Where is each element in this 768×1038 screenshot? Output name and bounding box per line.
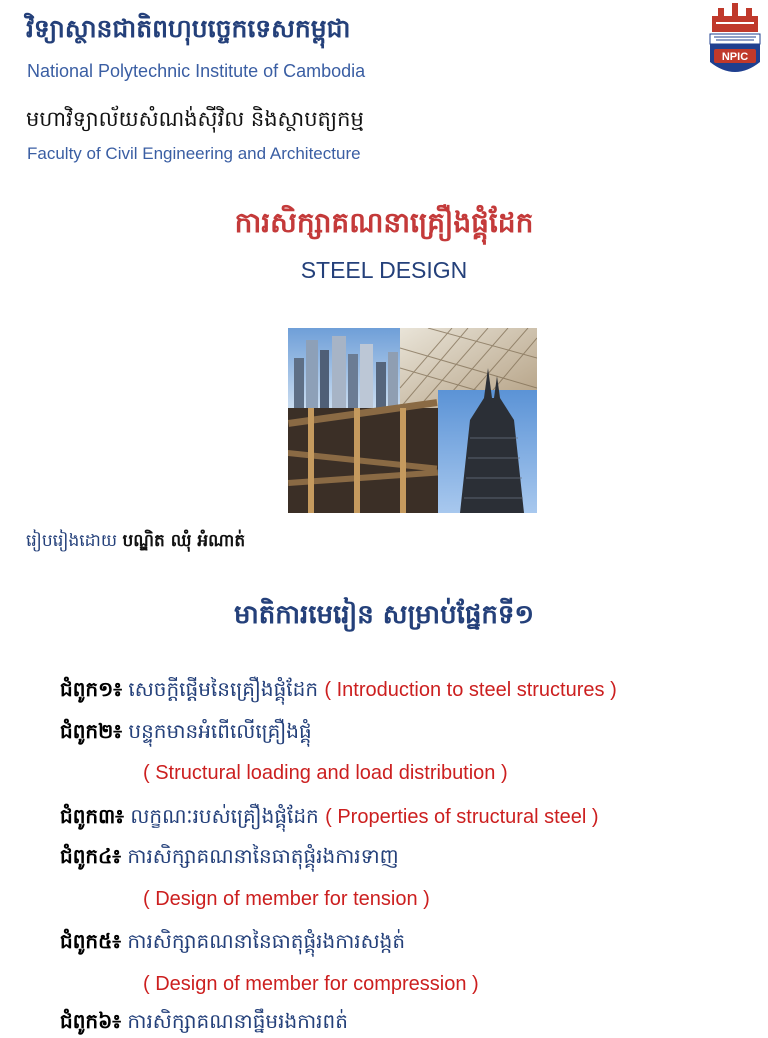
steel-buildings-collage: [288, 328, 537, 513]
chapter-title-khmer: ការសិក្សាគណនានៃធាតុផ្គុំរងការសង្កត់: [127, 929, 406, 953]
author-name: បណ្ឌិត ឈុំ អំណាត់: [122, 531, 246, 551]
chapter-number: ជំពូក៥៖: [60, 929, 122, 953]
chapter-2-english: ( Structural loading and load distribution ): [143, 762, 508, 784]
course-title-english: STEEL DESIGN: [300, 257, 468, 283]
chapter-4-english: ( Design of member for tension ): [143, 888, 430, 910]
chapter-number: ជំពូក២៖: [60, 719, 123, 743]
chapter-number: ជំពូក៣៖: [60, 804, 124, 828]
chapter-title-khmer: ការសិក្សាគណនានៃធាតុផ្គុំរងការទាញ: [127, 844, 399, 868]
chapter-1: [60, 676, 617, 706]
institute-name-english: National Polytechnic Institute of Cambodia: [27, 61, 366, 81]
contents-title: មាតិការមេរៀន សម្រាប់ផ្នែកទី១: [233, 600, 535, 630]
chapter-2: [60, 718, 312, 748]
chapter-title-khmer: ការសិក្សាគណនាធ្នឹមរងការពត់: [127, 1009, 348, 1033]
chapter-title-khmer: លក្ខណៈរបស់គ្រឿងផ្គុំដែក: [130, 804, 319, 828]
chapter-number: ជំពូក៤៖: [60, 844, 122, 868]
author-label: រៀបរៀងដោយ: [26, 531, 118, 551]
chapter-number: ជំពូក១៖: [60, 677, 123, 701]
chapter-title-english: ( Introduction to steel structures ): [324, 679, 617, 701]
chapter-title-khmer: បន្ទុកមានអំពើលើគ្រឿងផ្គុំ: [128, 719, 312, 743]
logo-text: NPIC: [721, 51, 749, 63]
npic-logo: [708, 2, 762, 84]
chapter-4: [60, 843, 399, 873]
institute-name-khmer: វិទ្យាស្ថានជាតិពហុបច្ចេកទេសកម្ពុជា: [26, 14, 351, 43]
chapter-number: ជំពូក៦៖: [60, 1009, 122, 1033]
faculty-name-english: Faculty of Civil Engineering and Architecture: [27, 144, 361, 163]
chapter-6: [60, 1008, 348, 1038]
chapter-5-english: ( Design of member for compression ): [143, 973, 479, 995]
chapter-3: [60, 803, 599, 833]
faculty-name-khmer: មហាវិទ្យាល័យសំណង់ស៊ីវិល និងស្ថាបត្យកម្ម: [26, 107, 364, 131]
course-title-khmer: ការសិក្សាគណនាគ្រឿងផ្គុំដែក: [234, 206, 534, 239]
chapter-title-khmer: សេចក្តីផ្តើមនៃគ្រឿងផ្គុំដែក: [128, 677, 319, 701]
author-line: [26, 530, 245, 555]
chapter-5: [60, 928, 405, 958]
chapter-title-english: ( Properties of structural steel ): [325, 806, 599, 828]
